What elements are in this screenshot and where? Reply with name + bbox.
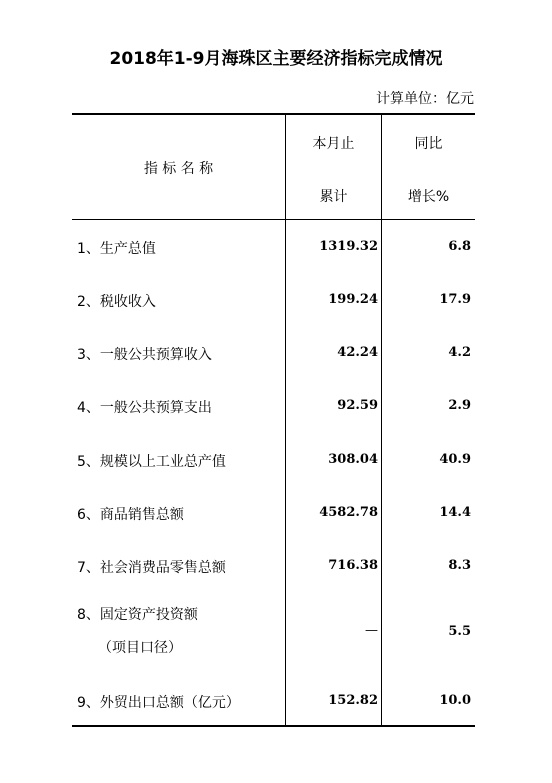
row-name: 4、一般公共预算支出 [77,400,212,416]
row-name: 8、固定资产投资额 [77,607,198,623]
row-growth-value: 8.3 [448,558,471,573]
header-bottom-rule [72,219,475,220]
header-indicator-name: 指 标 名 称 [143,161,214,177]
unit-label: 计算单位：亿元 [376,91,474,107]
row-name: 7、社会消费品零售总额 [77,560,226,576]
row-growth-value: 2.9 [448,398,471,413]
row-cumulative-value: 1319.32 [319,239,378,254]
page-title: 2018年1-9月海珠区主要经济指标完成情况 [109,49,443,69]
row-cumulative-value: 152.82 [328,693,378,708]
row-growth-value: 5.5 [448,624,471,639]
row-name: 1、生产总值 [77,241,156,257]
header-yoy-line2: 增长% [407,189,450,205]
header-cumulative-line1: 本月止 [312,136,355,152]
row-cumulative-value: 4582.78 [319,505,378,520]
row-cumulative-value: 42.24 [337,345,378,360]
row-name: 6、商品销售总额 [77,507,184,523]
row-growth-value: 40.9 [439,452,471,467]
row-name: 5、规模以上工业总产值 [77,454,226,470]
row-subname: （项目口径） [98,640,182,656]
row-growth-value: 14.4 [439,505,471,520]
row-name: 9、外贸出口总额（亿元） [77,695,240,711]
table-bottom-rule [72,725,475,727]
header-cumulative-line2: 累计 [319,189,348,205]
table-top-rule [72,113,475,115]
row-cumulative-value: 199.24 [328,292,378,307]
header-yoy-line1: 同比 [414,136,443,152]
row-cumulative-value: 92.59 [337,398,378,413]
row-name: 3、一般公共预算收入 [77,347,212,363]
row-cumulative-value: 308.04 [328,452,378,467]
row-growth-value: 6.8 [448,239,471,254]
row-growth-value: 17.9 [439,292,471,307]
row-name: 2、税收收入 [77,294,156,310]
row-cumulative-value: 716.38 [328,558,378,573]
row-cumulative-value: — [365,623,378,638]
row-growth-value: 4.2 [448,345,471,360]
row-growth-value: 10.0 [439,693,471,708]
